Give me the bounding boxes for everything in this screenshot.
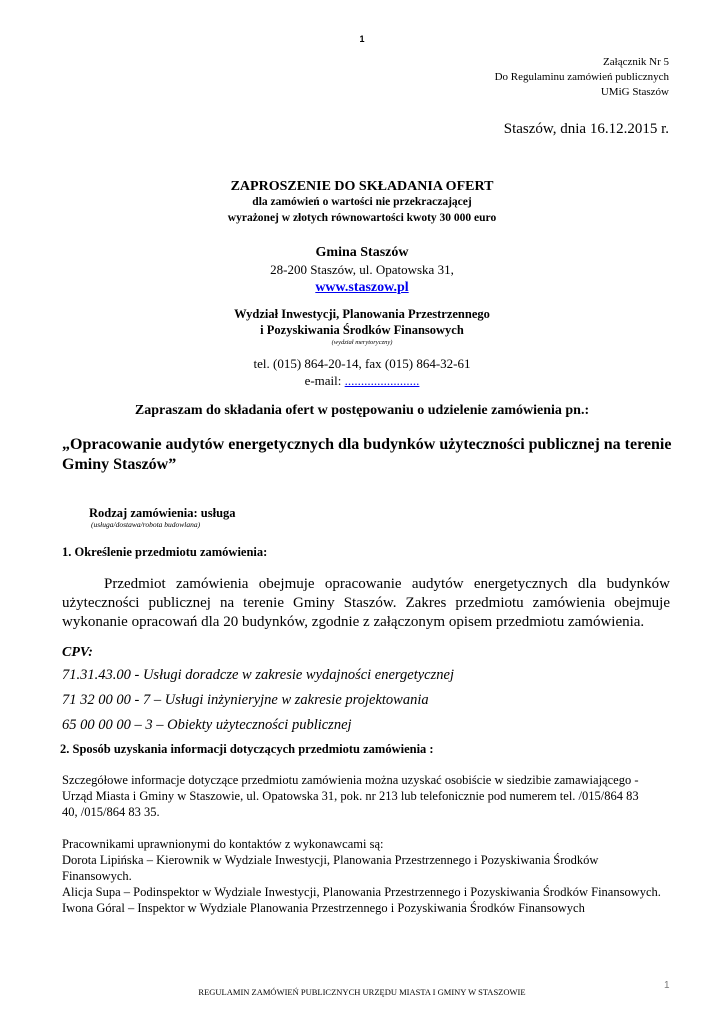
contact-persons-intro: Pracownikami uprawnionymi do kontaktów z wykonawcami są: bbox=[62, 837, 384, 851]
order-kind-note: (usługa/dostawa/robota budowlana) bbox=[91, 520, 201, 529]
organization-address: 28-200 Staszów, ul. Opatowska 31, bbox=[270, 262, 454, 277]
annex-line: Do Regulaminu zamówień publicznych bbox=[494, 71, 669, 83]
department-name: Wydział Inwestycji, Planowania Przestrzennego bbox=[234, 307, 490, 321]
page-footer: REGULAMIN ZAMÓWIEŃ PUBLICZNYCH URZĘDU MIASTA I GMINY W STASZOWIE bbox=[198, 987, 526, 997]
page-number-top: 1 bbox=[359, 34, 365, 44]
organization-url-link[interactable]: www.staszow.pl bbox=[315, 280, 409, 295]
contact-person: Dorota Lipińska – Kierownik w Wydziale Inwestycji, Planowania Przestrzennego i Pozyskiwania Środków Finansowych. bbox=[62, 853, 599, 883]
email-link[interactable]: ....................... bbox=[344, 373, 420, 388]
cpv-label: CPV: bbox=[62, 645, 93, 660]
order-kind: Rodzaj zamówienia: usługa bbox=[89, 506, 236, 520]
document-subtitle: wyrażonej w złotych równowartości kwoty 30 000 euro bbox=[227, 212, 497, 224]
order-subject: „Opracowanie audytów energetycznych dla budynków użyteczności publicznej na terenie Gminy Staszów” bbox=[62, 436, 672, 473]
annex-line: Załącznik Nr 5 bbox=[603, 56, 669, 68]
contact-person: Iwona Góral – Inspektor w Wydziale Planowania Przestrzennego i Pozyskiwania Środków Finansowych bbox=[62, 901, 585, 915]
cpv-code: 71 32 00 00 - 7 – Usługi inżynieryjne w zakresie projektowania bbox=[62, 692, 429, 708]
place-date: Staszów, dnia 16.12.2015 r. bbox=[503, 121, 669, 137]
contact-email-row bbox=[0, 373, 724, 389]
contact-phone-fax: tel. (015) 864-20-14, fax (015) 864-32-61 bbox=[253, 356, 471, 371]
document-title: ZAPROSZENIE DO SKŁADANIA OFERT bbox=[230, 179, 494, 194]
contact-person: Alicja Supa – Podinspektor w Wydziale Inwestycji, Planowania Przestrzennego i Pozyskiwania Środków Finansowych. bbox=[62, 885, 661, 899]
department-name: i Pozyskiwania Środków Finansowych bbox=[260, 323, 464, 337]
section-paragraph: Szczegółowe informacje dotyczące przedmiotu zamówienia można uzyskać osobiście w siedzibie zamawiającego - Urząd Miasta i Gminy w Staszowie, ul. Opatowska 31, pok. nr 213 lub telefonicznie pod numerem tel. /015/864 83 40, /015/864 83 35. bbox=[62, 773, 639, 819]
department-note: (wydział merytoryczny) bbox=[331, 339, 393, 346]
section-paragraph bbox=[62, 575, 670, 632]
cpv-code: 71.31.43.00 - Usługi doradcze w zakresie wydajności energetycznej bbox=[62, 667, 454, 683]
document-subtitle: dla zamówień o wartości nie przekraczającej bbox=[252, 196, 472, 208]
organization-url-row bbox=[0, 278, 724, 296]
email-label: e-mail: bbox=[304, 373, 345, 388]
cpv-code: 65 00 00 00 – 3 – Obiekty użyteczności publicznej bbox=[62, 717, 352, 733]
section-heading: 1. Określenie przedmiotu zamówienia: bbox=[62, 545, 268, 559]
page-number-bottom: 1 bbox=[664, 980, 670, 991]
contact-persons bbox=[62, 836, 662, 916]
invitation-text: Zapraszam do składania ofert w postępowaniu o udzielenie zamówienia pn.: bbox=[134, 403, 590, 418]
annex-line: UMiG Staszów bbox=[600, 86, 669, 98]
section-heading: 2. Sposób uzyskania informacji dotyczących przedmiotu zamówienia : bbox=[60, 742, 434, 756]
section-paragraph-text: Przedmiot zamówienia obejmuje opracowanie audytów energetycznych dla budynków użyteczności publicznej na terenie Gminy Staszów. Zakres przedmiotu zamówienia obejmuje wykonanie opracowań dla 20 budynków, zgodnie z załączonym opisem przedmiotu zamówienia. bbox=[62, 576, 670, 630]
organization-name: Gmina Staszów bbox=[315, 245, 409, 260]
annex-note bbox=[495, 55, 669, 100]
